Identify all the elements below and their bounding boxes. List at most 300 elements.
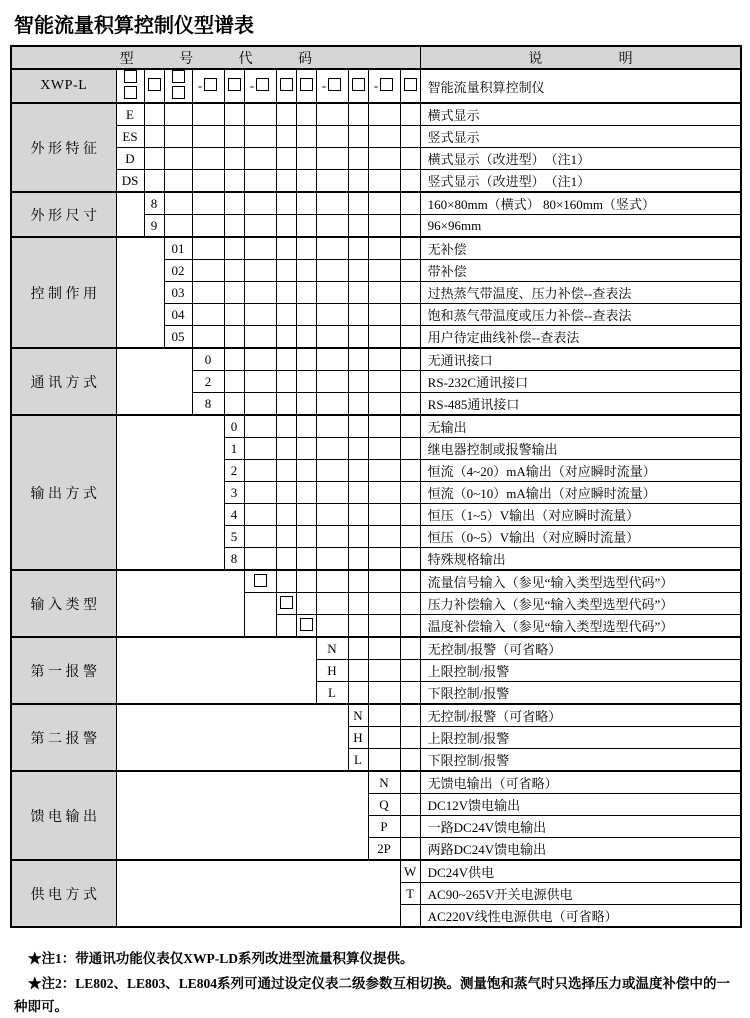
grid-cell	[348, 170, 368, 193]
grid-cell	[348, 192, 368, 215]
grid-cell	[296, 215, 316, 238]
grid-cell	[296, 103, 316, 126]
grid-cell	[296, 526, 316, 548]
grid-cell	[316, 348, 348, 371]
grid-cell	[400, 727, 420, 749]
grid-cell	[348, 348, 368, 371]
code-value-cell: 01	[164, 237, 192, 260]
grid-cell	[192, 192, 224, 215]
section-row	[11, 126, 741, 148]
grid-cell	[244, 548, 276, 571]
grid-cell	[368, 304, 400, 326]
grid-cell	[296, 415, 316, 438]
grid-cell	[348, 103, 368, 126]
grid-cell	[224, 393, 244, 416]
grid-cell	[368, 348, 400, 371]
grid-cell	[192, 304, 224, 326]
grid-cell	[244, 460, 276, 482]
grid-cell	[144, 103, 164, 126]
grid-cell	[316, 126, 348, 148]
code-box-icon	[300, 618, 313, 631]
grid-cell	[400, 794, 420, 816]
code-value-cell: 04	[164, 304, 192, 326]
grid-cell	[368, 460, 400, 482]
grid-cell	[368, 637, 400, 660]
grid-cell	[400, 749, 420, 772]
grid-cell	[316, 282, 348, 304]
grid-cell	[368, 126, 400, 148]
grid-cell	[368, 103, 400, 126]
grid-cell	[164, 170, 192, 193]
desc-cell: 智能流量积算控制仪	[420, 69, 741, 103]
grid-cell	[296, 170, 316, 193]
grid-cell	[144, 148, 164, 170]
grid-cell	[244, 482, 276, 504]
grid-cell	[276, 103, 296, 126]
grid-cell	[400, 103, 420, 126]
grid-cell	[192, 326, 224, 349]
desc-cell: 无输出	[420, 415, 741, 438]
grid-cell	[400, 260, 420, 282]
grid-cell	[276, 126, 296, 148]
grid-cell	[316, 482, 348, 504]
model-spec-table	[10, 45, 742, 928]
grid-cell	[348, 637, 368, 660]
code-value-cell: 0	[192, 348, 224, 371]
code-value-cell: 8	[224, 548, 244, 571]
desc-cell: AC220V线性电源供电（可省略）	[420, 905, 741, 928]
grid-cell	[296, 371, 316, 393]
desc-cell: 温度补偿输入（参见“输入类型选型代码”）	[420, 615, 741, 638]
code-value-cell: H	[348, 727, 368, 749]
grid-cell	[316, 438, 348, 460]
desc-cell: 恒压（0~5）V输出（对应瞬时流量）	[420, 526, 741, 548]
section-row	[11, 570, 741, 593]
desc-cell: 流量信号输入（参见“输入类型选型代码”）	[420, 570, 741, 593]
desc-cell: 恒流（0~10）mA输出（对应瞬时流量）	[420, 482, 741, 504]
code-box-cell	[296, 69, 316, 103]
header-code-label: 型 号 代 码	[11, 46, 420, 69]
grid-cell	[224, 215, 244, 238]
desc-cell: 饱和蒸气带温度或压力补偿--查表法	[420, 304, 741, 326]
desc-cell: 过热蒸气带温度、压力补偿--查表法	[420, 282, 741, 304]
grid-cell	[276, 504, 296, 526]
grid-cell	[368, 526, 400, 548]
desc-cell: RS-485通讯接口	[420, 393, 741, 416]
grid-cell	[244, 326, 276, 349]
grid-cell	[368, 415, 400, 438]
code-value-cell: 1	[224, 438, 244, 460]
table-body	[11, 69, 741, 927]
section-row	[11, 192, 741, 215]
desc-cell: 无控制/报警（可省略）	[420, 704, 741, 727]
grid-cell	[400, 637, 420, 660]
grid-cell	[164, 148, 192, 170]
grid-cell	[400, 126, 420, 148]
grid-cell	[316, 415, 348, 438]
desc-cell: 横式显示	[420, 103, 741, 126]
grid-cell	[276, 482, 296, 504]
grid-cell	[400, 682, 420, 705]
header-desc-label: 说 明	[420, 46, 741, 69]
code-box-icon	[204, 78, 217, 91]
grid-cell	[276, 393, 296, 416]
table-header-row	[11, 46, 741, 69]
section-row	[11, 237, 741, 260]
grid-cell	[348, 682, 368, 705]
category-cell: 输出方式	[11, 415, 116, 570]
grid-cell	[348, 371, 368, 393]
grid-cell	[368, 282, 400, 304]
grid-cell	[224, 326, 244, 349]
grid-cell	[368, 660, 400, 682]
grid-cell	[400, 215, 420, 238]
grid-cell	[400, 415, 420, 438]
grid-cell	[368, 326, 400, 349]
grid-cell	[316, 192, 348, 215]
code-value-cell: N	[316, 637, 348, 660]
code-value-cell: ES	[116, 126, 144, 148]
grid-cell	[400, 504, 420, 526]
desc-cell: 竖式显示（改进型） （注1）	[420, 170, 741, 193]
desc-cell: 无补偿	[420, 237, 741, 260]
grid-cell	[400, 170, 420, 193]
code-value-cell	[244, 570, 276, 593]
code-box-icon	[352, 78, 365, 91]
code-value-cell: 05	[164, 326, 192, 349]
dash-mark: -	[373, 78, 379, 93]
code-box-icon	[404, 78, 417, 91]
code-value-cell: 4	[224, 504, 244, 526]
code-value-cell: N	[368, 771, 400, 794]
grid-cell	[400, 482, 420, 504]
grid-cell	[224, 260, 244, 282]
code-box-icon	[300, 78, 313, 91]
code-box-icon	[380, 78, 393, 91]
desc-cell: DC12V馈电输出	[420, 794, 741, 816]
code-box-cell	[144, 69, 164, 103]
grid-cell	[276, 282, 296, 304]
page-title: 智能流量积算控制仪型谱表	[14, 15, 254, 37]
grid-cell	[296, 148, 316, 170]
section-row	[11, 170, 741, 193]
grid-cell	[276, 326, 296, 349]
grid-cell	[224, 192, 244, 215]
grid-cell	[276, 438, 296, 460]
grid-cell	[144, 126, 164, 148]
grid-cell	[276, 460, 296, 482]
code-box-cell	[348, 69, 368, 103]
section-row	[11, 771, 741, 794]
grid-cell	[296, 460, 316, 482]
grid-cell	[400, 304, 420, 326]
lead-cell	[116, 771, 368, 860]
grid-cell	[348, 570, 368, 593]
grid-cell	[296, 593, 316, 615]
category-cell: 供电方式	[11, 860, 116, 927]
grid-cell	[224, 371, 244, 393]
grid-cell	[296, 304, 316, 326]
code-value-cell: Q	[368, 794, 400, 816]
code-value-cell: L	[348, 749, 368, 772]
section-row	[11, 415, 741, 438]
dash-mark: -	[197, 78, 203, 93]
grid-cell	[400, 393, 420, 416]
code-box-cell	[244, 69, 276, 103]
grid-cell	[244, 170, 276, 193]
grid-cell	[164, 126, 192, 148]
grid-cell	[296, 393, 316, 416]
code-box-icon	[124, 86, 137, 99]
grid-cell	[400, 438, 420, 460]
grid-cell	[144, 170, 164, 193]
grid-cell	[368, 192, 400, 215]
grid-cell	[224, 170, 244, 193]
grid-cell	[368, 593, 400, 615]
grid-cell	[368, 504, 400, 526]
grid-cell	[400, 371, 420, 393]
code-box-cell	[276, 69, 296, 103]
desc-cell: 恒压（1~5）V输出（对应瞬时流量）	[420, 504, 741, 526]
grid-cell	[316, 237, 348, 260]
model-code-row	[11, 69, 741, 103]
grid-cell	[276, 348, 296, 371]
grid-cell	[276, 192, 296, 215]
grid-cell	[276, 371, 296, 393]
code-value-cell: H	[316, 660, 348, 682]
code-value-cell: 0	[224, 415, 244, 438]
grid-cell	[244, 215, 276, 238]
grid-cell	[296, 482, 316, 504]
grid-cell	[368, 727, 400, 749]
grid-cell	[192, 282, 224, 304]
grid-cell	[164, 215, 192, 238]
grid-cell	[368, 749, 400, 772]
footnotes	[14, 948, 734, 1018]
grid-cell	[316, 371, 348, 393]
grid-cell	[348, 126, 368, 148]
code-value-cell: N	[348, 704, 368, 727]
grid-cell	[400, 282, 420, 304]
grid-cell	[244, 148, 276, 170]
grid-cell	[368, 237, 400, 260]
grid-cell	[164, 192, 192, 215]
grid-cell	[276, 526, 296, 548]
grid-cell	[400, 704, 420, 727]
code-box-icon	[328, 78, 341, 91]
grid-cell	[348, 393, 368, 416]
grid-cell	[276, 570, 296, 593]
grid-cell	[400, 526, 420, 548]
code-value-cell: 02	[164, 260, 192, 282]
code-value-cell: 03	[164, 282, 192, 304]
dash-mark: -	[249, 78, 255, 93]
grid-cell	[368, 682, 400, 705]
grid-cell	[316, 215, 348, 238]
grid-cell	[276, 415, 296, 438]
lead-cell	[116, 570, 244, 637]
grid-cell	[296, 192, 316, 215]
code-box-cell	[224, 69, 244, 103]
code-value-cell: 2P	[368, 838, 400, 861]
grid-cell	[244, 282, 276, 304]
grid-cell	[400, 192, 420, 215]
grid-cell	[296, 504, 316, 526]
grid-cell	[276, 304, 296, 326]
grid-cell	[368, 548, 400, 571]
grid-cell	[296, 348, 316, 371]
grid-cell	[348, 660, 368, 682]
grid-cell	[400, 615, 420, 638]
code-box-icon	[280, 78, 293, 91]
code-box-cell	[192, 69, 224, 103]
grid-cell	[400, 148, 420, 170]
desc-cell: 两路DC24V馈电输出	[420, 838, 741, 861]
grid-cell	[244, 504, 276, 526]
grid-cell	[224, 148, 244, 170]
desc-cell: AC90~265V开关电源供电	[420, 883, 741, 905]
desc-cell: DC24V供电	[420, 860, 741, 883]
grid-cell	[296, 438, 316, 460]
category-cell: 通讯方式	[11, 348, 116, 415]
desc-cell: 160×80mm（横式） 80×160mm（竖式）	[420, 192, 741, 215]
code-value-cell: E	[116, 103, 144, 126]
code-value-cell: 8	[192, 393, 224, 416]
grid-cell	[244, 260, 276, 282]
code-box-cell	[164, 69, 192, 103]
grid-cell	[316, 304, 348, 326]
code-box-cell	[400, 69, 420, 103]
grid-cell	[296, 260, 316, 282]
grid-cell	[164, 103, 192, 126]
grid-cell	[192, 260, 224, 282]
code-box-icon	[254, 574, 267, 587]
lead-cell	[116, 415, 224, 570]
code-value-cell	[276, 593, 296, 615]
grid-cell	[348, 438, 368, 460]
code-value-cell: W	[400, 860, 420, 883]
desc-cell: 上限控制/报警	[420, 660, 741, 682]
desc-cell: 下限控制/报警	[420, 682, 741, 705]
grid-cell	[348, 415, 368, 438]
grid-cell	[244, 237, 276, 260]
grid-cell	[244, 348, 276, 371]
code-value-cell	[296, 615, 316, 638]
grid-cell	[348, 615, 368, 638]
grid-cell	[192, 237, 224, 260]
desc-cell: RS-232C通讯接口	[420, 371, 741, 393]
code-value-cell: DS	[116, 170, 144, 193]
grid-cell	[224, 348, 244, 371]
model-label: XWP-L	[11, 69, 116, 103]
code-value-cell: 2	[192, 371, 224, 393]
section-row	[11, 148, 741, 170]
code-box-cell	[116, 69, 144, 103]
grid-cell	[244, 192, 276, 215]
code-value-cell: 8	[144, 192, 164, 215]
grid-cell	[316, 526, 348, 548]
grid-cell	[192, 215, 224, 238]
grid-cell	[276, 148, 296, 170]
grid-cell	[276, 548, 296, 571]
grid-cell	[316, 548, 348, 571]
grid-cell	[400, 237, 420, 260]
grid-cell	[368, 260, 400, 282]
code-value-cell: D	[116, 148, 144, 170]
grid-cell	[296, 237, 316, 260]
dash-mark: -	[321, 78, 327, 93]
grid-cell	[316, 170, 348, 193]
grid-cell	[400, 548, 420, 571]
code-box-cell	[316, 69, 348, 103]
code-value-cell: 3	[224, 482, 244, 504]
grid-cell	[192, 170, 224, 193]
desc-cell: 竖式显示	[420, 126, 741, 148]
grid-cell	[348, 548, 368, 571]
category-cell: 第二报警	[11, 704, 116, 771]
grid-cell	[276, 260, 296, 282]
desc-cell: 无通讯接口	[420, 348, 741, 371]
desc-cell: 一路DC24V馈电输出	[420, 816, 741, 838]
grid-cell	[348, 148, 368, 170]
grid-cell	[296, 326, 316, 349]
grid-cell	[348, 482, 368, 504]
code-box-icon	[228, 78, 241, 91]
grid-cell	[224, 304, 244, 326]
category-cell: 外形尺寸	[11, 192, 116, 237]
code-value-cell: P	[368, 816, 400, 838]
grid-cell	[276, 215, 296, 238]
grid-cell	[368, 148, 400, 170]
desc-cell: 无馈电输出（可省略）	[420, 771, 741, 794]
grid-cell	[316, 103, 348, 126]
grid-cell	[244, 393, 276, 416]
grid-cell	[368, 215, 400, 238]
desc-cell: 横式显示（改进型） （注1）	[420, 148, 741, 170]
grid-cell	[348, 593, 368, 615]
desc-cell: 96×96mm	[420, 215, 741, 238]
grid-cell	[400, 838, 420, 861]
desc-cell: 下限控制/报警	[420, 749, 741, 772]
grid-cell	[348, 526, 368, 548]
grid-cell	[348, 504, 368, 526]
section-row	[11, 704, 741, 727]
grid-cell	[276, 237, 296, 260]
grid-cell	[192, 148, 224, 170]
grid-cell	[348, 215, 368, 238]
grid-cell	[276, 170, 296, 193]
grid-cell	[316, 615, 348, 638]
grid-cell	[316, 260, 348, 282]
grid-cell	[368, 615, 400, 638]
grid-cell	[400, 593, 420, 615]
desc-cell: 上限控制/报警	[420, 727, 741, 749]
grid-cell	[244, 371, 276, 393]
grid-cell	[368, 393, 400, 416]
code-box-icon	[172, 70, 185, 83]
lead-cell	[276, 615, 296, 638]
footnote-2: ★注2：LE802、LE803、LE804系列可通过设定仪表二级参数互相切换。测量饱和蒸气时只选择压力或温度补偿中的一种即可。	[14, 976, 731, 1014]
grid-cell	[400, 348, 420, 371]
grid-cell	[224, 126, 244, 148]
grid-cell	[296, 126, 316, 148]
grid-cell	[400, 570, 420, 593]
grid-cell	[368, 170, 400, 193]
grid-cell	[400, 460, 420, 482]
section-row	[11, 348, 741, 371]
grid-cell	[348, 282, 368, 304]
code-value-cell: 5	[224, 526, 244, 548]
